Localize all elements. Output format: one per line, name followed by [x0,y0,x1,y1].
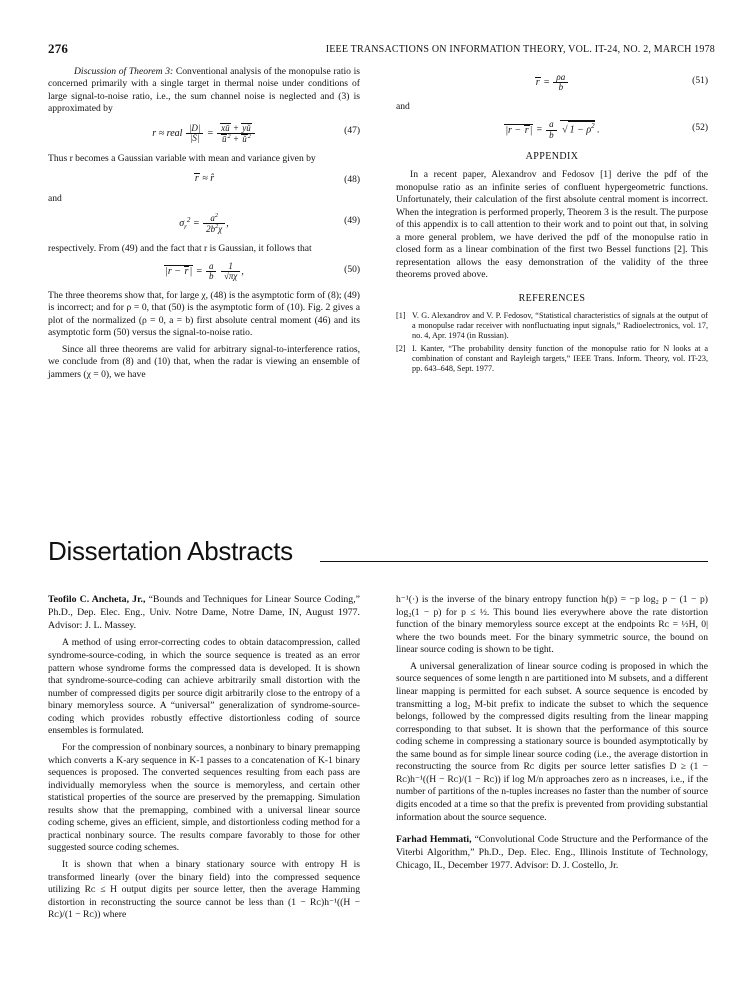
discussion-body: Conventional analysis of the monopulse ratio is concerned primarily with a single target in thermal noise under conditions of large signal-to-noise ratio, i.e., the sum channel noise is neglected and (3) is approximated by [48,66,360,115]
discussion-paragraph [48,66,360,116]
lower-columns [48,594,708,926]
equation-52: |r − r| = $\frac{a}{b}$ √ $1 - \rho^2$ . (52) [505,119,708,140]
paragraph-three-theorems: The three theorems show that, for large χ, (48) is the asymptotic form of (8); (49) is incorrect; and for ρ = 0, that (50) is the asymptotic form of (10). Fig. 2 gives a plot of the normalized (ρ = 0, a = b) first absolute central moment (46) and its asymptotic form (50) versus the signal-to-noise ratio. [48,289,360,339]
references-heading: REFERENCES [518,292,586,304]
paragraph-respectively: respectively. From (49) and the fact that r is Gaussian, it follows that [48,242,312,254]
dissertation-abstracts-header [48,536,708,567]
abstract-ancheta-p5: A universal generalization of linear source coding is proposed in which the source sequences of some length n are partitioned into M subsets, and a different linear mapping is permitted for each subset. A source sequence is encoded by transmitting a log₂ M-bit prefix to indicate the subset to which the sequence belongs, followed by the compressed digits resulting from the linear mapping corresponding to that subset. It is shown that the performance of this source coding scheme in compressing a stationary source is bounded asymptotically by the same bound as for simple linear source coding (i.e., the average distortion in reconstructing the source from Rᴄ digits per source letter satisfies D ≥ (1 − Rᴄ)h⁻¹((H − Rᴄ)/(1 − Rᴄ)) if log M/n approaches zero as n increases, i.e., if the number of partitions of the n-tuples increases no faster than the number of source digits encoded at a time so that the prefix is prevented from providing substantial information about the source sequence. [396,660,708,823]
abstract-title-hemmati [396,834,708,872]
equation-49-number: (49) [344,215,360,226]
equation-52-number: (52) [692,123,708,134]
equation-51-number: (51) [692,76,708,86]
reference-text: V. G. Alexandrov and V. P. Fedosov, “Statistical characteristics of signals at the output of a monopulse radar receiver with nonfluctuating input signals,” Radioelectronics, vol. 17, no. 4, Apr. 1974 (in Russian). [412,310,708,340]
abstract-title-ancheta [48,594,360,632]
journal-running-title: IEEE TRANSACTIONS ON INFORMATION THEORY, VOL. IT-24, NO. 2, MARCH 1978 [325,44,715,55]
reference-tag: [1] [396,310,406,320]
equation-48: r ≈ r̂ (48) [194,173,360,186]
equation-49: $\sigma_r^2$ = $\frac{a^2}{2b^2\chi}$ , (49) [179,211,360,235]
abstract-author-ancheta: Teofilo C. Ancheta, Jr., [48,594,146,605]
equation-47: r ≈ real $\frac{|D|}{|S|}$ = $\frac{xū + yŭ}{ū^2 + ŭ^2}$ (47) [152,122,360,145]
abstract-ancheta-p1: A method of using error-correcting codes to obtain datacompression, called syndrome-source-coding, in which the source sequence is treated as an error pattern whose syndrome forms the compressed data is developed. It is shown that syndrome-source-coding can achieve arbitrarily small distortion with the number of compressed digits per source digit arbitrarily close to the entropy of a binary memoryless source. A “universal” generalization of syndrome-source-coding which provides robustly effective distortionless coding of source ensembles is formulated. [48,637,360,737]
reference-item [396,311,708,341]
abstract-ancheta-p4: h⁻¹(·) is the inverse of the binary entropy function h(p) = −p log₂ p − (1 − p) log₂(1 − p) for p ≤ ½. This bound lies everywhere above the rate distortion function of the binary memoryless source except at the endpoints Rᴄ = ½H, 0| where the two bounds meet. For the binary symmetric source, the bound on linear source coding is shown to be tight. [396,594,708,656]
abstract-left-column [48,594,360,926]
abstract-right-column [396,594,708,878]
reference-text: I. Kanter, “The probability density function of the monopulse ratio for N looks at a combination of constant and Rayleigh targets,” IEEE Trans. Inform. Theory, vol. IT-23, pp. 643–648, Sept. 1977. [412,343,708,373]
upper-columns [48,66,708,385]
upper-right-column [396,66,708,377]
appendix-paragraph: In a recent paper, Alexandrov and Fedosov [1] derive the pdf of the monopulse ratio as an infinite series of confluent hypergeometric functions. Unfortunately, their calculation of the first absolute central moment is incorrect. When the integration is performed properly, Theorem 3 is the result. The purpose of this appendix is to call attention to their work and to point out that, in solving a more general problem, we have derived the pdf of the monopulse ratio in closed form as a linear combination of the first two Bessel functions [2]. This representation allows the easy demonstration of the validity of the three theorems proved above. [396,169,708,281]
reference-list [396,311,708,374]
abstract-ancheta-p3: It is shown that when a binary stationary source with entropy H is transformed linearly (over the binary field) into the compressed sequence utilizing Rᴄ ≤ H output digits per source letter, then the average Hamming distortion in reconstructing the source cannot be less than (1 − Rᴄ)h⁻¹((H − Rᴄ)/(1 − Rᴄ)) where [48,859,360,921]
appendix-heading: APPENDIX [525,151,579,163]
and-word-right: and [396,100,410,112]
reference-item [396,344,708,374]
paragraph-since-all-three: Since all three theorems are valid for arbitrary signal-to-interference ratios, we conclude from (8) and (10) that, when the radar is viewing an ensemble of jammers (χ = 0), we have [48,343,360,380]
paragraph-thus-r: Thus r becomes a Gaussian variable with mean and variance given by [48,152,316,164]
equation-50: |r − r| = $\frac{a}{b}$ $\frac{1}{√\pi\chi}$ , (50) [165,261,360,282]
discussion-lead: Discussion of Theorem 3: [74,66,174,77]
equation-51: r = $\frac{\rho a}{b}$ (51) [535,72,708,93]
abstract-citation-ancheta: “Bounds and Techniques for Linear Source Coding,” Ph.D., Dep. Elec. Eng., Univ. Notre Dame, Notre Dame, IN, August 1977. Advisor: J. L. Massey. [48,594,361,631]
abstract-citation-hemmati: “Convolutional Code Structure and the Performance of the Viterbi Algorithm,” Ph.D., Dep. Elec. Eng., Illinois Institute of Technology, Chicago, IL, December 1977. Advisor: D. J. Costello, Jr. [396,834,708,871]
section-heading-label: Dissertation Abstracts [48,536,293,566]
abstract-ancheta-p2: For the compression of nonbinary sources, a nonbinary to binary premapping which converts a K-ary sequence in K-1 passes to a concatenation of K-1 binary sequences is proposed. The converted sequences resulting from each pass are individually memoryless when the source is memoryless, and certain other statistical properties of the source are preserved by the premapping. Simulation results show that the premapping, combined with a universal linear source coding scheme, gives an efficient, simple, and distortionless coding method for a practical nonbinary source. The results compare favorably to those for other suggested source coding schemes. [48,741,360,854]
equation-50-number: (50) [344,265,360,276]
section-heading-rule [320,561,708,562]
and-word-left: and [48,193,62,205]
upper-left-column [48,66,360,385]
equation-48-number: (48) [344,175,360,186]
reference-tag: [2] [396,343,406,353]
page-number: 276 [48,41,69,56]
equation-47-number: (47) [344,125,360,136]
abstract-author-hemmati: Farhad Hemmati, [396,834,472,846]
